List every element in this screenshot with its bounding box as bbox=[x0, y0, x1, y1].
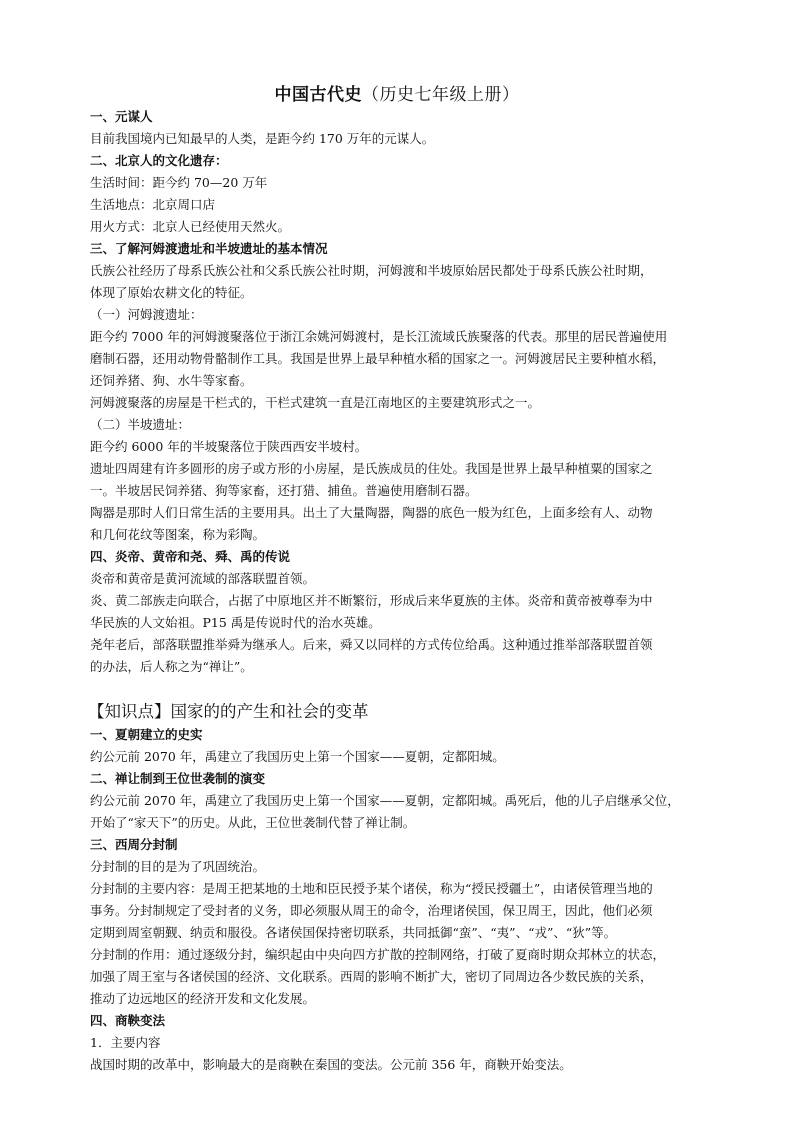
text-line: 的办法，后人称之为“禅让”。 bbox=[90, 659, 253, 674]
text-line: 还饲养猪、狗、水牛等家畜。 bbox=[90, 373, 253, 388]
text-line: 定期到周室朝觐、纳贡和服役。各诸侯国保持密切联系，共同抵御“蛮”、“夷”、“戎”、“狄”等。 bbox=[90, 925, 617, 940]
text-line: 开始了“家天下”的历史。从此，王位世袭制代替了禅让制。 bbox=[90, 815, 416, 830]
section-heading: 二、禅让制到王位世袭制的演变 bbox=[90, 771, 266, 786]
text-line: 尧年老后，部落联盟推举舜为继承人。后来，舜又以同样的方式传位给禹。这种通过推举部落联盟首领 bbox=[90, 637, 653, 652]
text-line: 炎、黄二部族走向联合，占据了中原地区并不断繁衍，形成后来华夏族的主体。炎帝和黄帝被尊奉为中 bbox=[90, 593, 653, 608]
text-line: 分封制的目的是为了巩固统治。 bbox=[90, 859, 266, 874]
text-line: 遗址四周建有许多圆形的房子或方形的小房屋，是氏族成员的住处。我国是世界上最早种植粟的国家之 bbox=[90, 461, 653, 476]
text-line: （一）河姆渡遗址： bbox=[90, 307, 203, 322]
section-title: 【知识点】国家的的产生和社会的变革 bbox=[88, 702, 369, 721]
text-line: 距今约 7000 年的河姆渡聚落位于浙江余姚河姆渡村，是长江流域氏族聚落的代表。那里的居民普遍使用 bbox=[90, 329, 668, 344]
text-line: 距今约 6000 年的半坡聚落位于陕西西安半坡村。 bbox=[90, 439, 368, 454]
text-line: 战国时期的改革中，影响最大的是商鞅在秦国的变法。公元前 356 年，商鞅开始变法。 bbox=[90, 1057, 572, 1072]
text-line: 生活地点：北京周口店 bbox=[90, 197, 216, 212]
section-heading: 三、了解河姆渡遗址和半坡遗址的基本情况 bbox=[90, 241, 328, 256]
text-line: 陶器是那时人们日常生活的主要用具。出土了大量陶器，陶器的底色一般为红色，上面多绘有人、动物 bbox=[90, 505, 653, 520]
section-heading: 四、商鞅变法 bbox=[90, 1013, 166, 1028]
text-line: 炎帝和黄帝是黄河流域的部落联盟首领。 bbox=[90, 571, 316, 586]
text-line: 分封制的作用：通过逐级分封，编织起由中央向四方扩散的控制网络，打破了夏商时期众邦林立的状态， bbox=[90, 947, 666, 962]
text-line: 和几何花纹等图案，称为彩陶。 bbox=[90, 527, 266, 542]
text-line: 体现了原始农耕文化的特征。 bbox=[90, 285, 253, 300]
title-main: 中国古代史 bbox=[274, 85, 362, 105]
section-heading: 三、西周分封制 bbox=[90, 837, 178, 852]
part1-body bbox=[90, 106, 718, 678]
text-line: 1．主要内容 bbox=[90, 1035, 161, 1050]
text-line: 磨制石器，还用动物骨骼制作工具。我国是世界上最早种植水稻的国家之一。河姆渡居民主要种植水稻， bbox=[90, 351, 666, 366]
document-title bbox=[0, 80, 794, 105]
section-heading: 四、炎帝、黄帝和尧、舜、禹的传说 bbox=[90, 549, 291, 564]
text-line: 推动了边远地区的经济开发和文化发展。 bbox=[90, 991, 316, 1006]
text-line: （二）半坡遗址： bbox=[90, 417, 191, 432]
text-line: 事务。分封制规定了受封者的义务，即必须服从周王的命令，治理诸侯国，保卫周王，因此，他们必须 bbox=[90, 903, 653, 918]
text-line: 约公元前 2070 年，禹建立了我国历史上第一个国家——夏朝，定都阳城。 bbox=[90, 749, 505, 764]
section-heading: 二、北京人的文化遗存： bbox=[90, 153, 228, 168]
text-line: 目前我国境内已知最早的人类，是距今约 170 万年的元谋人。 bbox=[90, 131, 435, 146]
text-line: 用火方式：北京人已经使用天然火。 bbox=[90, 219, 291, 234]
title-sub: （历史七年级上册） bbox=[362, 85, 520, 105]
text-line: 生活时间：距今约 70—20 万年 bbox=[90, 175, 268, 190]
part2-body bbox=[90, 724, 718, 1076]
text-line: 一。半坡居民饲养猪、狗等家畜，还打猎、捕鱼。普遍使用磨制石器。 bbox=[90, 483, 478, 498]
text-line: 分封制的主要内容：是周王把某地的土地和臣民授予某个诸侯，称为“授民授疆土”，由诸侯管理当地的 bbox=[90, 881, 653, 896]
text-line: 氏族公社经历了母系氏族公社和父系氏族公社时期，河姆渡和半坡原始居民都处于母系氏族公社时期， bbox=[90, 263, 653, 278]
text-line: 河姆渡聚落的房屋是干栏式的，干栏式建筑一直是江南地区的主要建筑形式之一。 bbox=[90, 395, 541, 410]
section-heading: 一、元谋人 bbox=[90, 109, 153, 124]
text-line: 加强了周王室与各诸侯国的经济、文化联系。西周的影响不断扩大，密切了同周边各少数民族的关系， bbox=[90, 969, 653, 984]
text-line: 约公元前 2070 年，禹建立了我国历史上第一个国家——夏朝，定都阳城。禹死后，他的儿子启继承父位， bbox=[90, 793, 680, 808]
text-line: 华民族的人文始祖。P15 禹是传说时代的治水英雄。 bbox=[90, 615, 381, 630]
section-heading: 一、夏朝建立的史实 bbox=[90, 727, 203, 742]
